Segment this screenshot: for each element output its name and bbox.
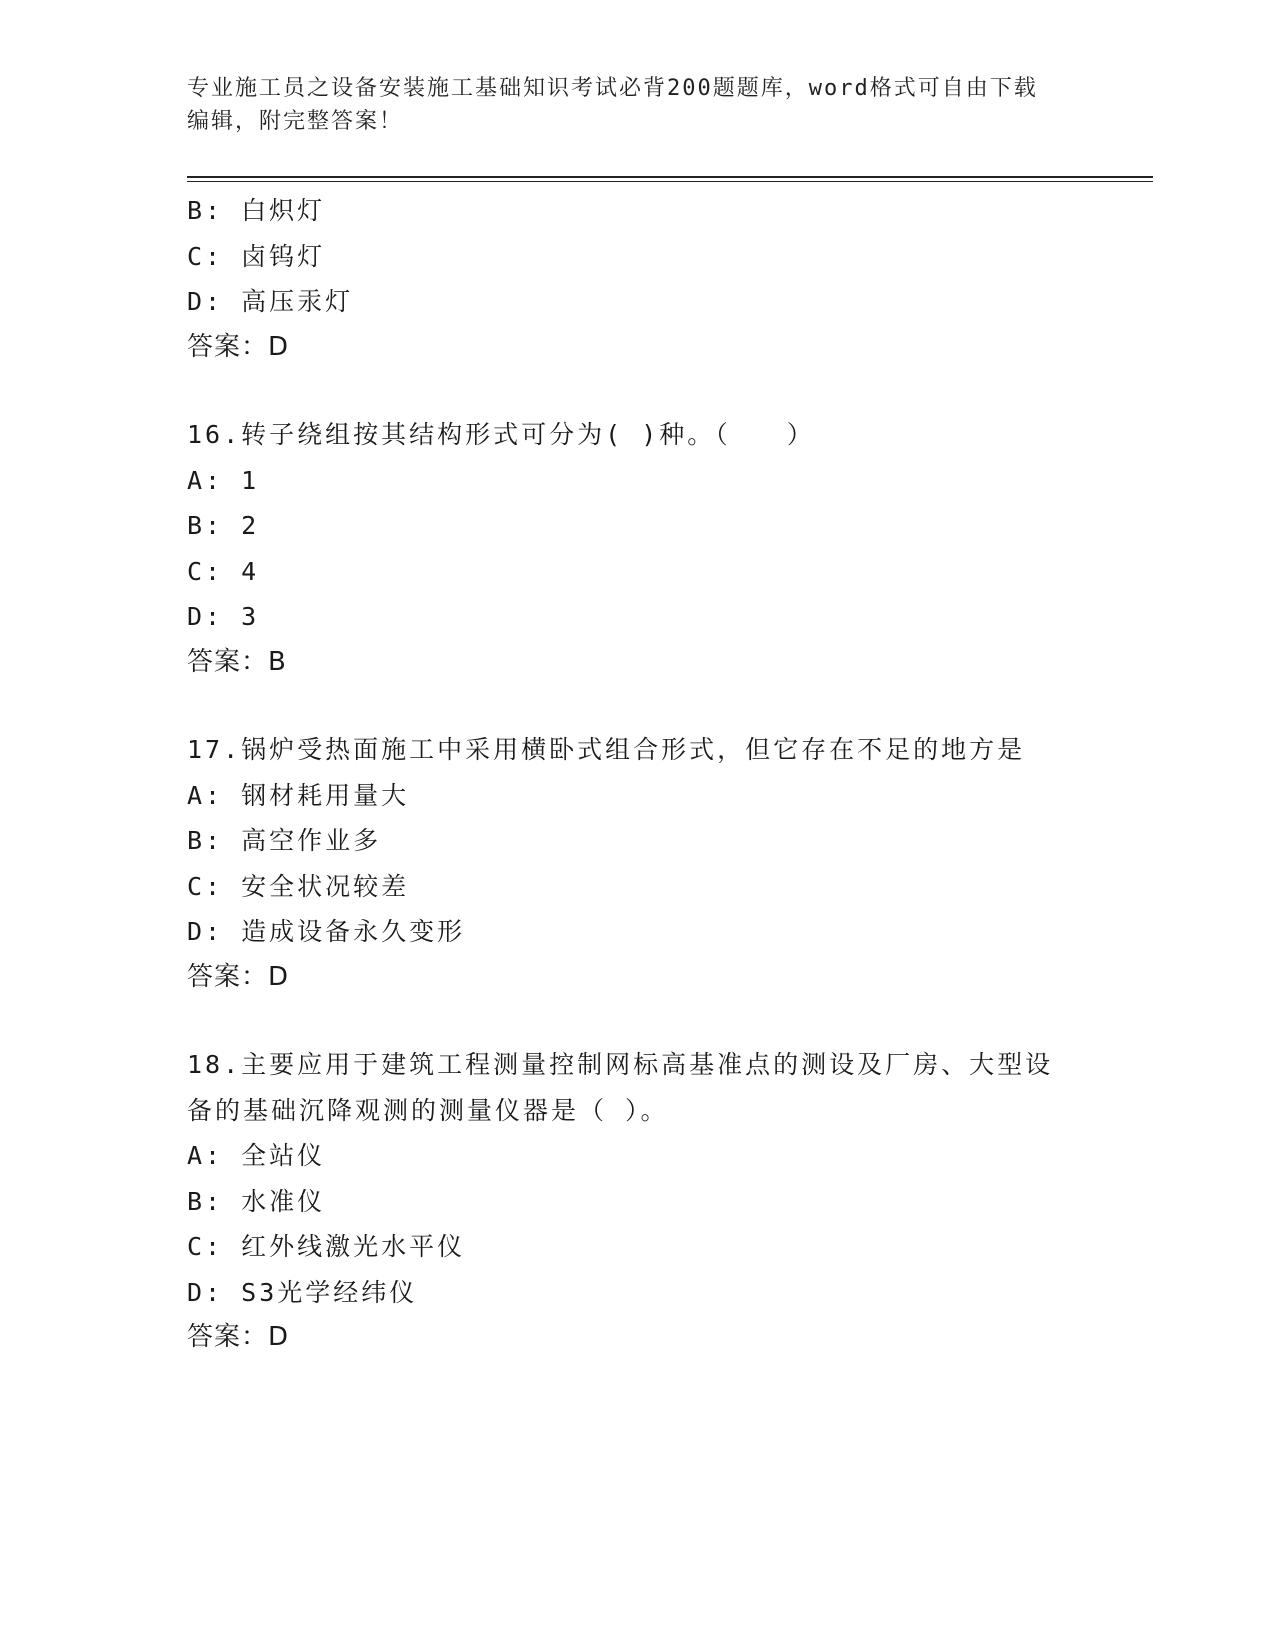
question-block-18 xyxy=(187,1042,1087,1361)
option-a: A: 钢材耗用量大 xyxy=(187,780,410,810)
header-line-2: 编辑，附完整答案！ xyxy=(187,109,404,134)
question-text-line-2: 备的基础沉降观测的测量仪器是（ ）。 xyxy=(187,1095,669,1125)
question-block-15 xyxy=(187,188,1087,370)
header-divider-thin xyxy=(187,181,1153,182)
answer-line: 答案：B xyxy=(187,646,287,677)
header-line-1: 专业施工员之设备安装施工基础知识考试必背200题题库，word格式可自由下载 xyxy=(187,76,1038,101)
answer-line: 答案：D xyxy=(187,1322,290,1352)
option-d: D: 3 xyxy=(187,602,260,631)
option-c: C: 卤钨灯 xyxy=(187,241,326,271)
option-c: C: 4 xyxy=(187,556,260,586)
question-text-line-1: 18.主要应用于建筑工程测量控制网标高基准点的测设及厂房、大型设 xyxy=(187,1050,1054,1079)
question-block-16 xyxy=(187,412,1087,685)
spacer xyxy=(187,685,1087,727)
option-a: A: 全站仪 xyxy=(187,1141,326,1170)
question-text: 16.转子绕组按其结构形式可分为( )种。（ ） xyxy=(187,420,815,449)
option-c: C: 红外线激光水平仪 xyxy=(187,1232,466,1261)
answer-line: 答案：D xyxy=(187,331,290,362)
document-header xyxy=(187,72,1067,138)
option-a: A: 1 xyxy=(187,465,260,495)
spacer xyxy=(187,1000,1087,1042)
option-d: D: 高压汞灯 xyxy=(187,287,354,316)
question-text: 17.锅炉受热面施工中采用横卧式组合形式，但它存在不足的地方是 xyxy=(187,735,1026,764)
question-block-17 xyxy=(187,727,1087,1000)
question-list xyxy=(187,188,1087,1361)
option-c: C: 安全状况较差 xyxy=(187,871,410,901)
option-b: B: 白炽灯 xyxy=(187,196,326,225)
option-b: B: 水准仪 xyxy=(187,1186,326,1216)
spacer xyxy=(187,370,1087,412)
option-b: B: 2 xyxy=(187,511,260,540)
option-b: B: 高空作业多 xyxy=(187,826,382,855)
header-divider-thick xyxy=(187,176,1153,178)
answer-line: 答案：D xyxy=(187,961,290,992)
option-d: D: S3光学经纬仪 xyxy=(187,1277,418,1307)
option-d: D: 造成设备永久变形 xyxy=(187,917,466,946)
